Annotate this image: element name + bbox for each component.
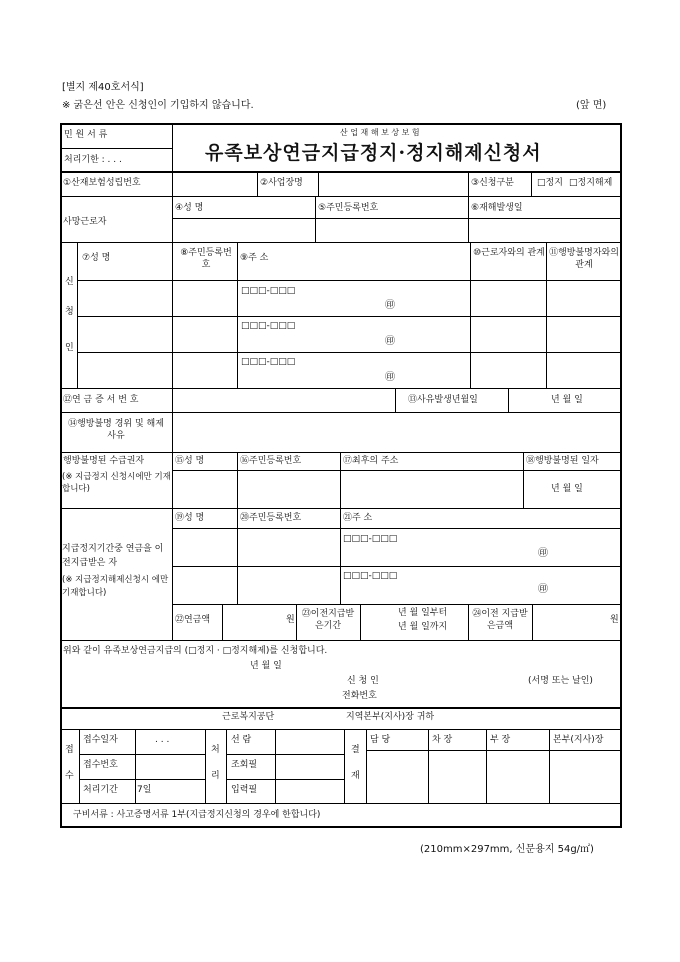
recipient-postal-1[interactable]: □□□-□□□ bbox=[343, 534, 398, 544]
processing-deadline: 처리기한 : . . . bbox=[64, 155, 122, 165]
proc-period-label: 처리기간 bbox=[83, 785, 118, 795]
option-release[interactable]: □정지해제 bbox=[569, 178, 613, 188]
applicant-postal-3[interactable]: □□□-□□□ bbox=[241, 357, 296, 367]
seal-icon: ㊞ bbox=[538, 548, 548, 559]
deceased-reg-no-label: ⑤주민등록번호 bbox=[318, 203, 379, 213]
prior-recipient-note: (※ 지급정지해제신청시 에만 기재합니다) bbox=[62, 575, 169, 598]
recipient-reg-no-label: ⑳주민등록번호 bbox=[240, 513, 302, 523]
pension-cert-label: ⑫연 금 증 서 번 호 bbox=[63, 395, 139, 405]
relation-worker-label: ⑩근로자와의 관계 bbox=[473, 248, 545, 258]
process-side-2: 리 bbox=[211, 771, 220, 781]
recipient-postal-2[interactable]: □□□-□□□ bbox=[343, 571, 398, 581]
recipient-address-label: ㉑주 소 bbox=[343, 513, 373, 523]
missing-name-label: ⑮성 명 bbox=[175, 456, 205, 466]
event-date-label: ⑬사유발생년월일 bbox=[408, 395, 478, 405]
manager-label: 부 장 bbox=[490, 735, 511, 745]
relation-missing-label: ⑪행방불명자와의 관계 bbox=[549, 248, 619, 270]
applicant-postal-1[interactable]: □□□-□□□ bbox=[241, 286, 296, 296]
applicant-postal-2[interactable]: □□□-□□□ bbox=[241, 321, 296, 331]
paper-spec: (210mm×297mm, 신문용지 54g/㎡) bbox=[420, 844, 594, 855]
receipt-date-label: 접수일자 bbox=[83, 735, 118, 745]
last-address-label: ⑰최후의 주소 bbox=[343, 456, 399, 466]
addressee: 지역본부(지사)장 귀하 bbox=[346, 712, 435, 722]
applicant-side-2: 청 bbox=[65, 307, 74, 317]
prior-period-label: ㉓이전지급받은기간 bbox=[301, 609, 355, 632]
recipient-name-label: ⑲성 명 bbox=[175, 513, 205, 523]
applicant-side-1: 신 bbox=[65, 277, 74, 287]
declaration-date: 년 월 일 bbox=[250, 661, 282, 671]
missing-reason-label: ⑭행방불명 경위 및 해제사유 bbox=[68, 419, 164, 442]
receipt-side-2: 수 bbox=[65, 771, 74, 781]
disaster-date-label: ⑥재해발생일 bbox=[471, 203, 523, 213]
applicant-address-label: ⑨주 소 bbox=[240, 253, 269, 263]
seal-icon: ㊞ bbox=[385, 336, 395, 347]
input-label: 입력필 bbox=[231, 785, 258, 795]
seal-icon: ㊞ bbox=[385, 300, 395, 311]
seal-icon: ㊞ bbox=[538, 584, 548, 595]
applicant-side-3: 인 bbox=[65, 343, 74, 353]
insurance-no-label: ①산재보험성립번호 bbox=[63, 178, 141, 188]
deputy-label: 차 장 bbox=[432, 735, 453, 745]
application-type-label: ③신청구분 bbox=[471, 178, 514, 188]
head-label: 본부(지사)장 bbox=[553, 735, 604, 745]
pension-amount-label: ㉒연금액 bbox=[175, 615, 211, 625]
approval-side-1: 결 bbox=[351, 745, 360, 755]
doc-type-label: 민 원 서 류 bbox=[64, 130, 108, 140]
missing-beneficiary-label: 행방불명된 수급권자 bbox=[63, 456, 145, 466]
signature-note: (서명 또는 날인) bbox=[528, 676, 593, 686]
declaration-text: 위와 같이 유족보상연금지급의 (□정지 · □정지해제)를 신청합니다. bbox=[63, 646, 328, 656]
phone-label: 전화번호 bbox=[342, 691, 377, 701]
required-docs: 구비서류 : 사고증명서류 1부(지급정지신청의 경우에 한합니다) bbox=[73, 810, 321, 820]
receipt-date-dots: . . . bbox=[155, 735, 170, 745]
form-title: 유족보상연금지급정지·정지해제신청서 bbox=[205, 142, 542, 164]
page-side: (앞 면) bbox=[576, 100, 607, 111]
missing-beneficiary-note: (※ 지급정지 신청시에만 기재합니다) bbox=[62, 472, 171, 495]
deceased-worker-label: 사망근로자 bbox=[63, 217, 107, 227]
applicant-name-label: ⑦성 명 bbox=[82, 253, 111, 263]
missing-reg-no-label: ⑯주민등록번호 bbox=[240, 456, 302, 466]
check-label: 선 람 bbox=[231, 735, 252, 745]
business-name-label: ②사업장명 bbox=[260, 178, 303, 188]
won-unit: 원 bbox=[610, 615, 619, 625]
applicant-reg-no-label: ⑧주민등록번호 bbox=[180, 248, 232, 270]
notice-text: ※ 굵은선 안은 신청인이 기입하지 않습니다. bbox=[62, 100, 254, 111]
receipt-side-1: 접 bbox=[65, 745, 74, 755]
form-subtitle: 산 업 재 해 보 상 보 험 bbox=[340, 128, 420, 137]
applicant-signature-label: 신 청 인 bbox=[347, 676, 379, 686]
seal-icon: ㊞ bbox=[385, 372, 395, 383]
prior-amount-label: ㉔이전 지급받은금액 bbox=[472, 609, 528, 632]
form-number: [별지 제40호서식] bbox=[62, 82, 144, 93]
approval-side-2: 재 bbox=[351, 771, 360, 781]
event-date-ymd: 년 월 일 bbox=[551, 395, 583, 405]
process-side-1: 처 bbox=[211, 745, 220, 755]
inquiry-label: 조회필 bbox=[231, 760, 258, 770]
missing-date-label: ⑱행방불명된 일자 bbox=[526, 456, 599, 466]
missing-date-ymd: 년 월 일 bbox=[551, 484, 583, 494]
period-from: 년 월 일부터 bbox=[398, 608, 448, 618]
deceased-name-label: ④성 명 bbox=[175, 203, 204, 213]
option-stop[interactable]: □정지 bbox=[537, 178, 563, 188]
agency-name: 근로복지공단 bbox=[222, 712, 275, 722]
receipt-no-label: 접수번호 bbox=[83, 760, 118, 770]
proc-days: 7일 bbox=[137, 785, 152, 795]
charge-label: 담 당 bbox=[370, 735, 391, 745]
period-to: 년 월 일까지 bbox=[398, 622, 448, 632]
won-unit: 원 bbox=[286, 615, 295, 625]
prior-recipient-label: 지급정지기간중 연금을 이전지급받은 자 bbox=[62, 544, 164, 568]
